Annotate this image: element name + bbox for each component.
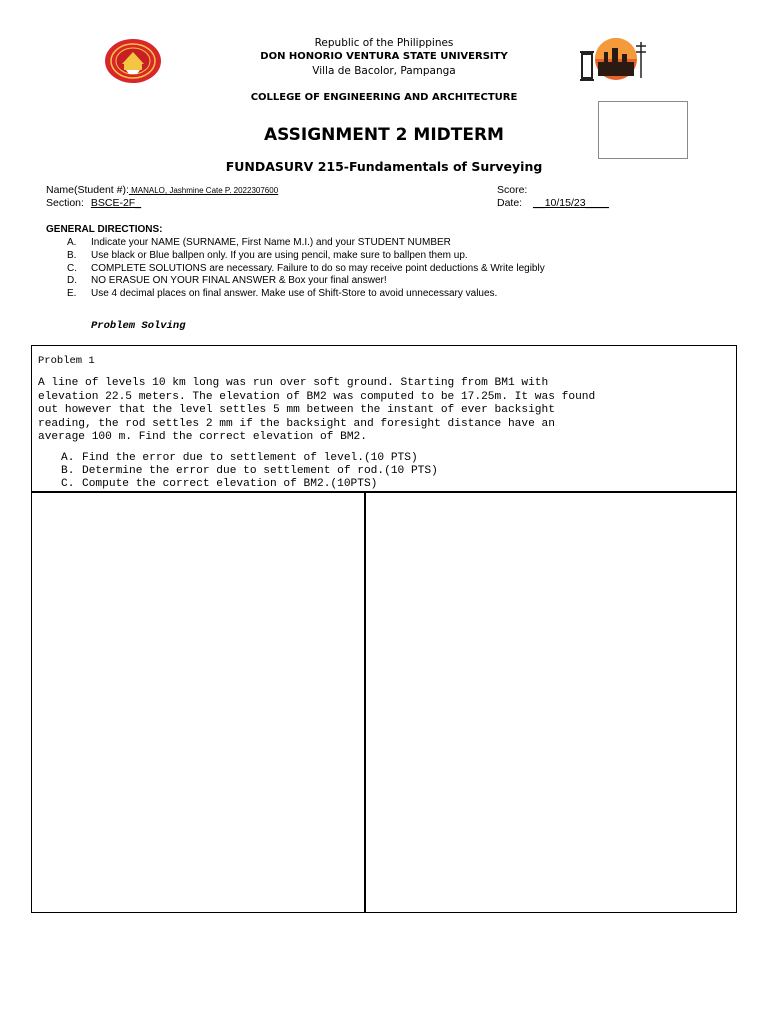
problem-label: Problem 1 xyxy=(38,355,95,367)
list-item: A. Find the error due to settlement of level.(10 PTS) xyxy=(61,452,418,464)
problem-line: out however that the level settles 5 mm between the instant of ever backsight xyxy=(38,404,555,417)
list-item: E. Use 4 decimal places on final answer. Make use of Shift-Store to avoid unnecessary values. xyxy=(67,288,498,300)
directions-list xyxy=(67,237,747,301)
section-label: Section: xyxy=(46,197,84,209)
republic-line: Republic of the Philippines xyxy=(314,37,454,49)
university-location: Villa de Bacolor, Pampanga xyxy=(312,65,456,77)
date-field xyxy=(497,197,609,209)
list-item: B. Determine the error due to settlement of rod.(10 PTS) xyxy=(61,464,438,477)
university-name: DON HONORIO VENTURA STATE UNIVERSITY xyxy=(260,51,508,62)
section-value: BSCE-2F_ xyxy=(90,197,142,209)
college-name: COLLEGE OF ENGINEERING AND ARCHITECTURE xyxy=(250,92,518,103)
problem-line: elevation 22.5 meters. The elevation of BM2 was computed to be 17.25m. It was found xyxy=(38,390,596,403)
problem-line: average 100 m. Find the correct elevation of BM2. xyxy=(38,431,367,444)
directions-heading: GENERAL DIRECTIONS: xyxy=(46,224,163,235)
name-value: MANALO, Jashmine Cate P. 2022307600 xyxy=(128,186,279,195)
date-label: Date: xyxy=(497,197,523,209)
name-label: Name(Student #): xyxy=(46,184,129,196)
list-item: D. NO ERASUE ON YOUR FINAL ANSWER & Box your final answer! xyxy=(67,275,387,287)
problem-line: reading, the rod settles 2 mm if the backsight and foresight distance have an xyxy=(38,417,555,430)
score-label: Score: xyxy=(497,184,528,196)
list-item: B. Use black or Blue ballpen only. If you are using pencil, make sure to ballpen them up. xyxy=(67,249,468,261)
problem-statement xyxy=(38,377,732,445)
section-field xyxy=(46,197,141,209)
page-title: ASSIGNMENT 2 MIDTERM xyxy=(264,125,504,145)
section-heading: Problem Solving xyxy=(91,320,186,332)
course-subtitle: FUNDASURV 215-Fundamentals of Surveying xyxy=(225,159,543,174)
problem-line: A line of levels 10 km long was run over soft ground. Starting from BM1 with xyxy=(38,377,549,389)
list-item: C. Compute the correct elevation of BM2.(10PTS) xyxy=(61,477,378,490)
list-item: A. Indicate your NAME (SURNAME, First Name M.I.) and your STUDENT NUMBER xyxy=(67,237,451,248)
answer-box-right[interactable] xyxy=(364,491,737,913)
list-item: C. COMPLETE SOLUTIONS are necessary. Failure to do so may receive point deductions & Write legibly xyxy=(67,262,545,274)
problem-parts xyxy=(61,452,721,490)
date-value: __10/15/23____ xyxy=(533,197,609,209)
answer-box-left[interactable] xyxy=(31,491,366,913)
name-field xyxy=(46,184,278,196)
